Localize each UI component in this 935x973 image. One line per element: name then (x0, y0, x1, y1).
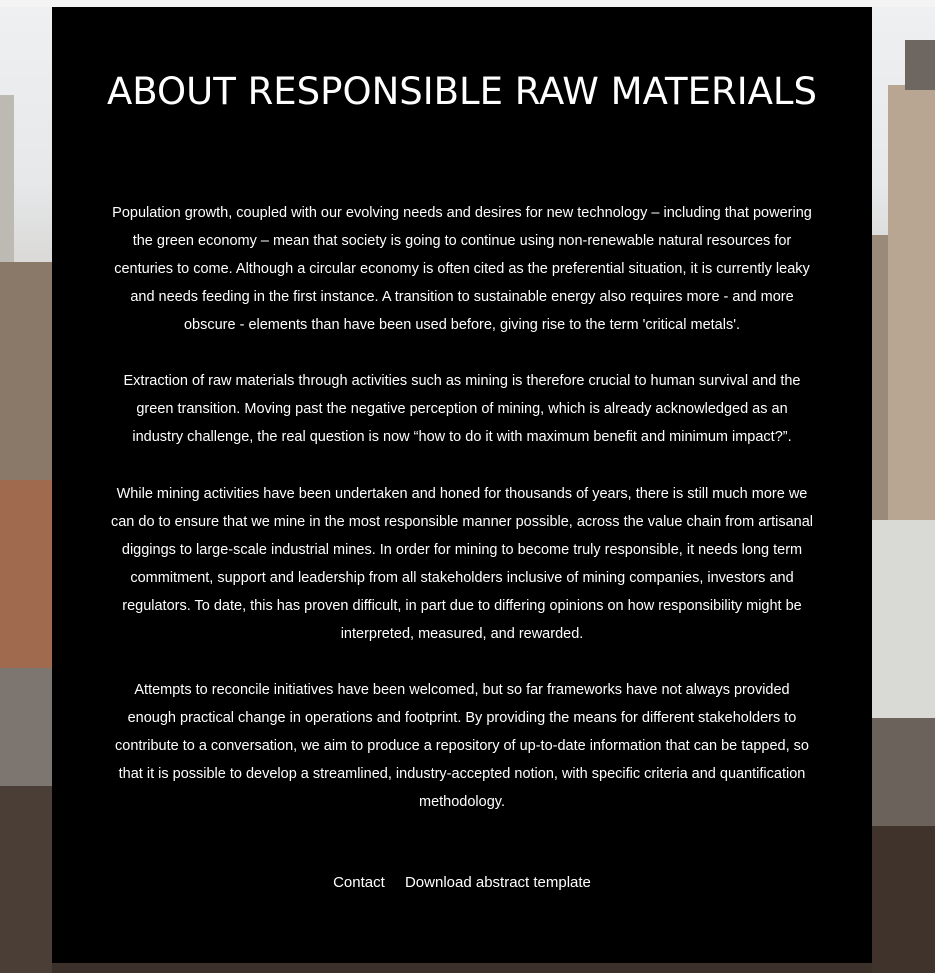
content-panel (52, 7, 872, 963)
top-bar (0, 0, 935, 7)
paragraph-responsible-mining: While mining activities have been undertaken and honed for thousands of years, there is still much more we can do to ensure that we mine in the most responsible manner possible, across the value chain from artisanal diggings to large-scale industrial mines. In order for mining to become truly responsible, it needs long term commitment, support and leadership from all stakeholders inclusive of mining companies, investors and regulators. To date, this has proven difficult, in part due to differing opinions on how responsibility might be interpreted, measured, and rewarded. (110, 486, 813, 642)
page-title: ABOUT RESPONSIBLE RAW MATERIALS (106, 70, 818, 113)
paragraph-frameworks: Attempts to reconcile initiatives have been welcomed, but so far frameworks have not always provided enough practical change in operations and footprint. By providing the means for different stakeholders to contribute to a conversation, we aim to produce a repository of up-to-date information that can be tapped, so that it is possible to develop a streamlined, industry-accepted notion, with specific criteria and quantification methodology. (115, 682, 809, 810)
contact-link[interactable]: Contact (333, 874, 385, 891)
download-abstract-template-link[interactable]: Download abstract template (404, 874, 591, 891)
footer-links (52, 869, 872, 897)
paragraph-intro: Population growth, coupled with our evolving needs and desires for new technology – including that powering the green economy – mean that society is going to continue using non-renewable natural resources for centuries to come. Although a circular economy is often cited as the preferential situation, it is currently leaky and needs feeding in the first instance. A transition to sustainable energy also requires more - and more obscure - elements than have been used before, giving rise to the term 'critical metals'. (112, 205, 812, 333)
paragraph-extraction: Extraction of raw materials through activities such as mining is therefore crucial to human survival and the green transition. Moving past the negative perception of mining, which is already acknowledged as an industry challenge, the real question is now “how to do it with maximum benefit and minimum impact?”. (123, 373, 801, 445)
